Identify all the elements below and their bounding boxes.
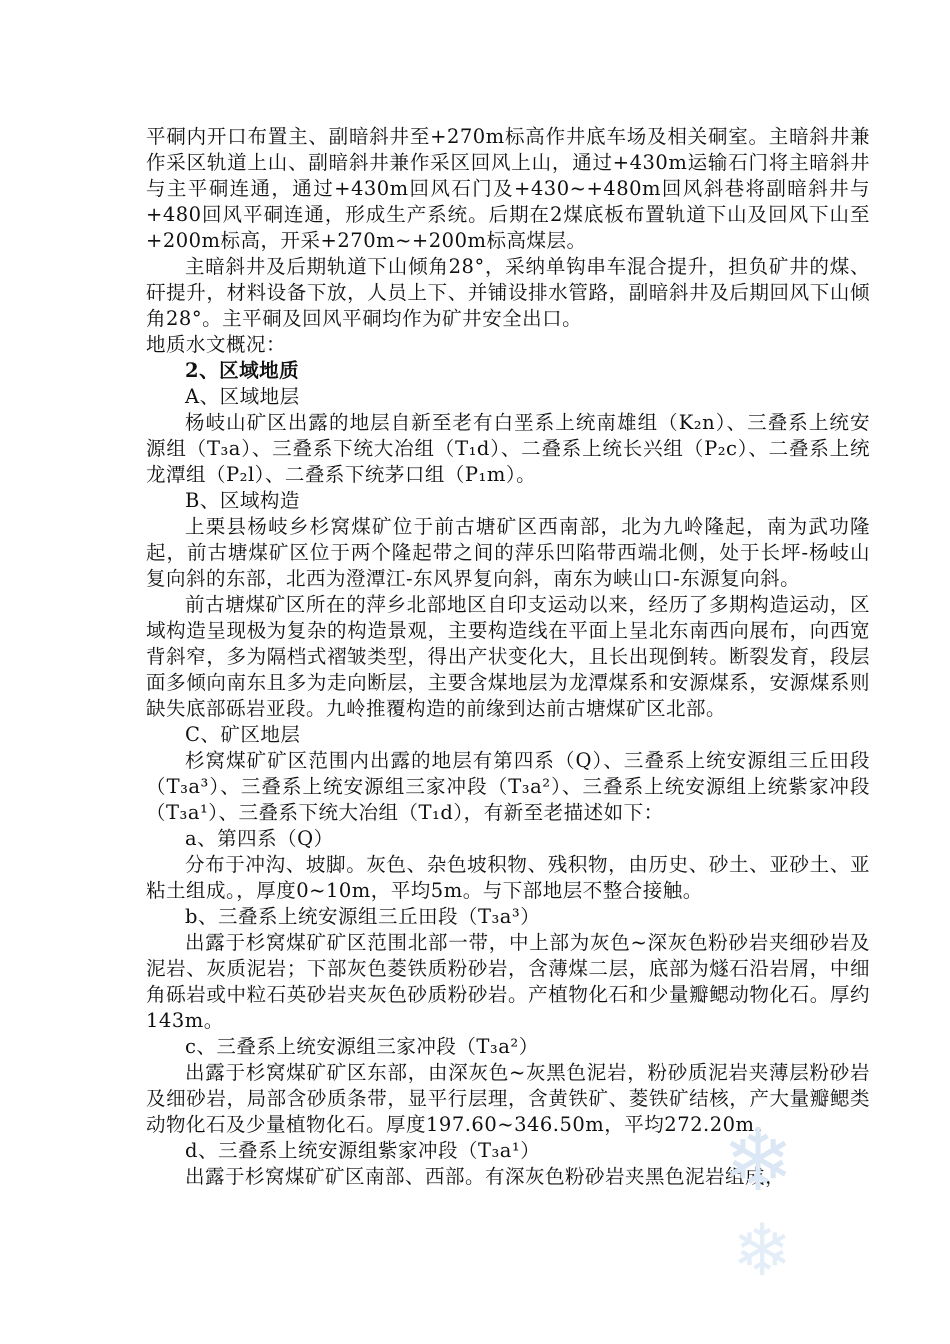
section-label: 地质水文概况：: [146, 333, 287, 356]
item-heading: b、三叠系上统安源组三丘田段（T₃a³）: [185, 905, 541, 928]
item-heading: a、第四系（Q）: [185, 827, 334, 850]
paragraph: 出露于杉窝煤矿矿区南部、西部。有深灰色粉砂岩夹黑色泥岩组成，: [185, 1165, 786, 1188]
paragraph: 上栗县杨岐乡杉窝煤矿位于前古塘矿区西南部，北为九岭隆起，南为武功隆起，前古塘煤矿区位于两个隆起带之间的萍乐凹陷带西端北侧，处于长坪-杨岐山复向斜的东部，北西为澄潭江-东风界复向斜，南东为峡山口-东源复向斜。: [146, 515, 870, 590]
subsection-heading: B、区域构造: [185, 489, 300, 512]
section-heading: 2、区域地质: [185, 359, 300, 382]
watermark-logo: [702, 1111, 832, 1328]
paragraph: 主暗斜井及后期轨道下山倾角28°，采纳单钩串车混合提升，担负矿井的煤、矸提升，材料设备下放，人员上下、并铺设排水管路，副暗斜井及后期回风下山倾角28°。主平硐及回风平硐均作为矿井安全出口。: [146, 255, 870, 330]
subsection-heading: C、矿区地层: [185, 723, 301, 746]
document-body: [146, 124, 870, 1190]
paragraph: 分布于冲沟、坡脚。灰色、杂色坡积物、残积物，由历史、砂土、亚砂土、亚粘土组成。，厚度0~10m，平均5m。与下部地层不整合接触。: [146, 853, 870, 902]
paragraph: 杉窝煤矿矿区范围内出露的地层有第四系（Q）、三叠系上统安源组三丘田段（T₃a³）、三叠系上统安源组三家冲段（T₃a²）、三叠系上统安源组上统紫家冲段（T₃a¹）、三叠系下统大冶组（T₁d），有新至老描述如下：: [146, 749, 870, 824]
paragraph: 平硐内开口布置主、副暗斜井至+270m标高作井底车场及相关硐室。主暗斜井兼作采区轨道上山、副暗斜井兼作采区回风上山，通过+430m运输石门将主暗斜井与主平硐连通，通过+430m回风石门及+430~+480m回风斜巷将副暗斜井与+480回风平硐连通，形成生产系统。后期在2煤底板布置轨道下山及回风下山至+200m标高，开采+270m~+200m标高煤层。: [146, 125, 870, 252]
paragraph: 出露于杉窝煤矿矿区范围北部一带，中上部为灰色~深灰色粉砂岩夹细砂岩及泥岩、灰质泥岩；下部灰色菱铁质粉砂岩，含薄煤二层，底部为燧石沿岩屑，中细角砾岩或中粒石英砂岩夹灰色砂质粉砂岩。产植物化石和少量瓣鳃动物化石。厚约143m。: [146, 931, 870, 1032]
subsection-heading: A、区域地层: [185, 385, 300, 408]
paragraph: 杨岐山矿区出露的地层自新至老有白垩系上统南雄组（K₂n）、三叠系上统安源组（T₃a）、三叠系下统大冶组（T₁d）、二叠系上统长兴组（P₂c）、二叠系上统龙潭组（P₂l）、二叠系下统茅口组（P₁m）。: [146, 411, 870, 486]
paragraph: 前古塘煤矿区所在的萍乡北部地区自印支运动以来，经历了多期构造运动，区域构造呈现极为复杂的构造景观，主要构造线在平面上呈北东南西向展布，向西宽背斜窄，多为隔档式褶皱类型，得出产状变化大，且长出现倒转。断裂发育，段层面多倾向南东且多为走向断层，主要含煤地层为龙潭煤系和安源煤系，安源煤系则缺失底部砾岩亚段。九岭推覆构造的前缘到达前古塘煤矿区北部。: [146, 593, 870, 720]
snowflake-icon: ❄: [732, 1208, 793, 1292]
item-heading: d、三叠系上统安源组紫家冲段（T₃a¹）: [185, 1139, 541, 1162]
paragraph: 出露于杉窝煤矿矿区东部，由深灰色~灰黑色泥岩，粉砂质泥岩夹薄层粉砂岩及细砂岩，局部含砂质条带，显平行层理，含黄铁矿、菱铁矿结核，产大量瓣鳃类动物化石及少量植物化石。厚度197.60~346.50m，平均272.20m。: [146, 1061, 870, 1136]
snowflake-icon: ❄: [722, 1111, 795, 1211]
item-heading: c、三叠系上统安源组三家冲段（T₃a²）: [185, 1035, 539, 1058]
